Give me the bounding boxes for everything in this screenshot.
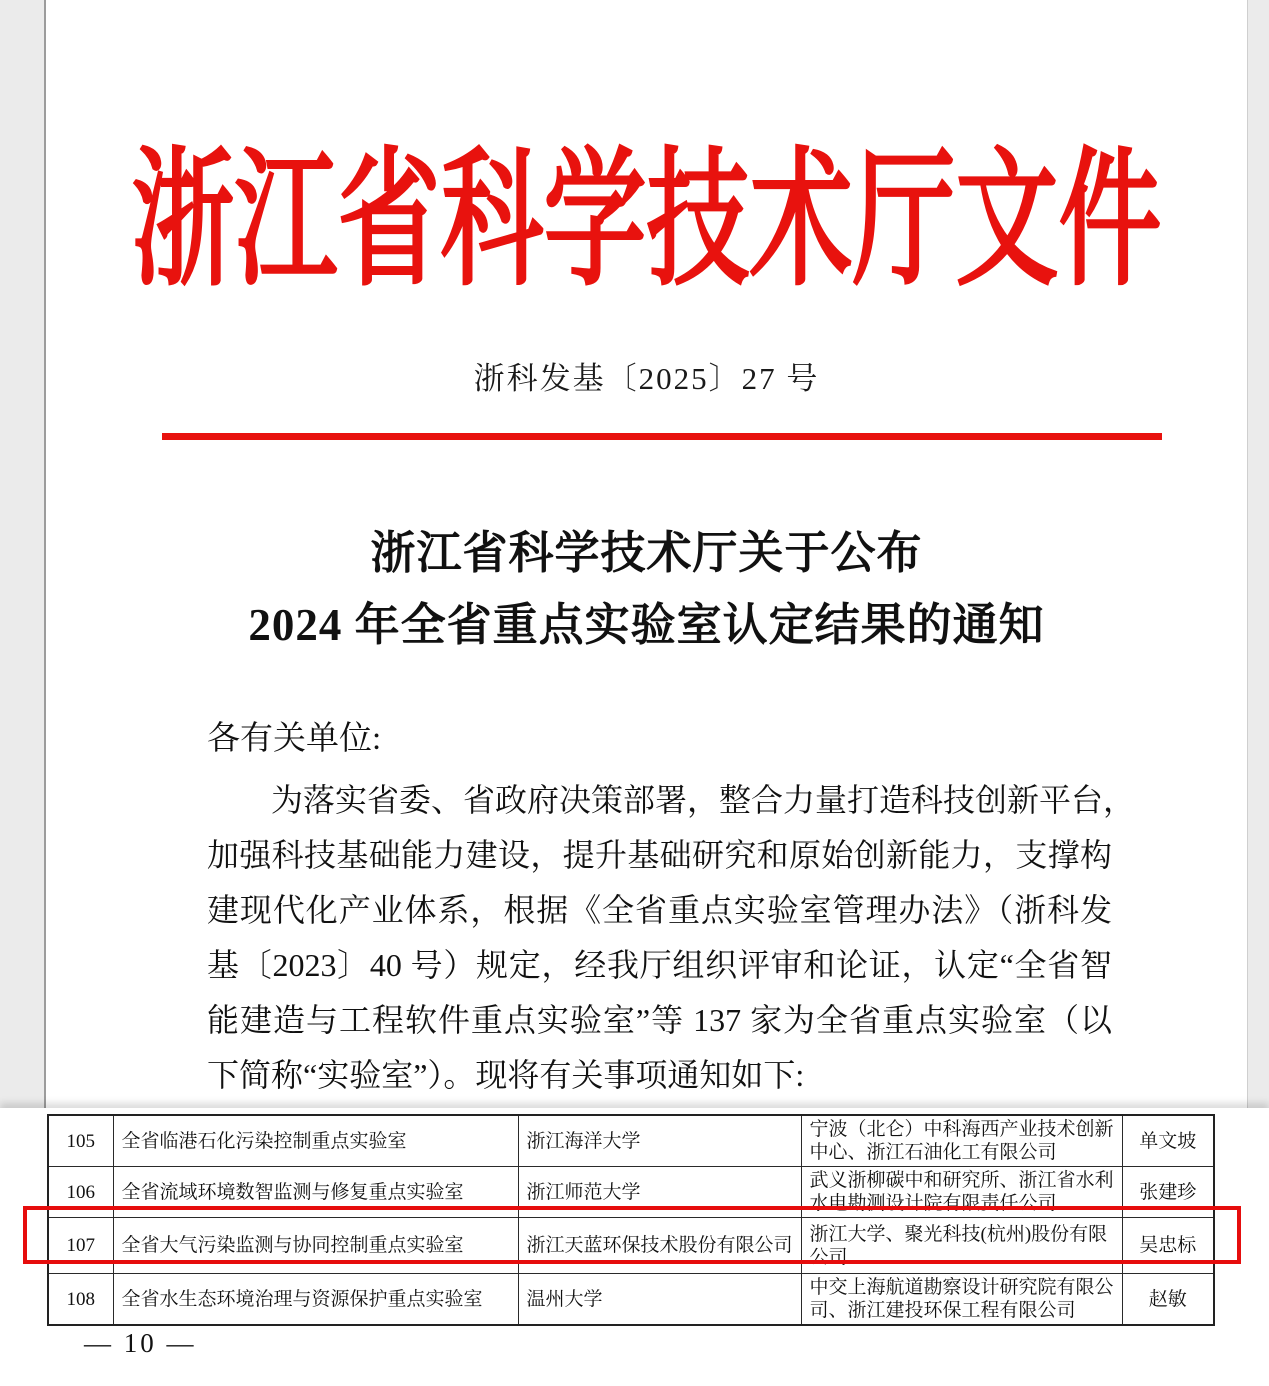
table-row [48,1115,1214,1167]
lab-name-cell: 全省临港石化污染控制重点实验室 [113,1115,518,1167]
partner-institutions-cell: 宁波（北仑）中科海西产业技术创新中心、浙江石油化工有限公司 [801,1115,1122,1167]
row-number-cell: 106 [48,1167,113,1218]
document-title: 浙江省科学技术厅文件 [131,139,1162,305]
body-line: 能建造与工程软件重点实验室”等 137 家为全省重点实验室（以 [207,1002,1112,1038]
partner-institutions-cell: 浙江大学、聚光科技(杭州)股份有限公司 [801,1218,1122,1274]
notice-subtitle-line-1: 浙江省科学技术厅关于公布 [370,528,923,578]
lead-institution-cell: 浙江师范大学 [518,1167,801,1218]
row-107-highlight-box [23,1206,1241,1264]
partner-institutions-cell: 中交上海航道勘察设计研究院有限公司、浙江建投环保工程有限公司 [801,1274,1122,1326]
row-number-cell: 107 [48,1218,113,1274]
lab-name-cell: 全省水生态环境治理与资源保护重点实验室 [113,1274,518,1326]
body-line: 加强科技基础能力建设，提升基础研究和原始创新能力，支撑构 [207,837,1112,873]
lab-table-panel [0,1108,1269,1386]
notice-subtitle-line-2: 2024 年全省重点实验室认定结果的通知 [248,600,1045,650]
row-number-cell: 108 [48,1274,113,1326]
lab-name-cell: 全省流域环境数智监测与修复重点实验室 [113,1167,518,1218]
partner-institutions-cell: 武义浙柳碳中和研究所、浙江省水利水电勘测设计院有限责任公司 [801,1167,1122,1218]
lead-institution-cell: 温州大学 [518,1274,801,1326]
table-row [48,1274,1214,1326]
lab-name-cell: 全省大气污染监测与协同控制重点实验室 [113,1218,518,1274]
page-number: — 10 — [84,1328,197,1358]
row-number-cell: 105 [48,1115,113,1167]
document-number: 浙科发基〔2025〕27 号 [473,361,820,396]
red-divider-rule [162,433,1162,440]
director-cell: 张建珍 [1122,1167,1214,1218]
director-cell: 吴忠标 [1122,1218,1214,1274]
document-page [44,0,1248,1108]
body-line: 为落实省委、省政府决策部署，整合力量打造科技创新平台， [271,782,1136,818]
body-line: 基〔2023〕40 号）规定，经我厅组织评审和论证，认定“全省智 [207,947,1112,983]
lead-institution-cell: 浙江海洋大学 [518,1115,801,1167]
director-cell: 赵敏 [1122,1274,1214,1326]
body-line: 下简称“实验室”）。现将有关事项通知如下: [207,1057,805,1093]
notice-subtitle [46,517,1247,661]
body-paragraph [207,773,1136,1103]
body-line: 建现代化产业体系，根据《全省重点实验室管理办法》（浙科发 [207,892,1112,928]
salutation: 各有关单位: [207,721,382,757]
lead-institution-cell: 浙江天蓝环保技术股份有限公司 [518,1218,801,1274]
director-cell: 单文坡 [1122,1115,1214,1167]
